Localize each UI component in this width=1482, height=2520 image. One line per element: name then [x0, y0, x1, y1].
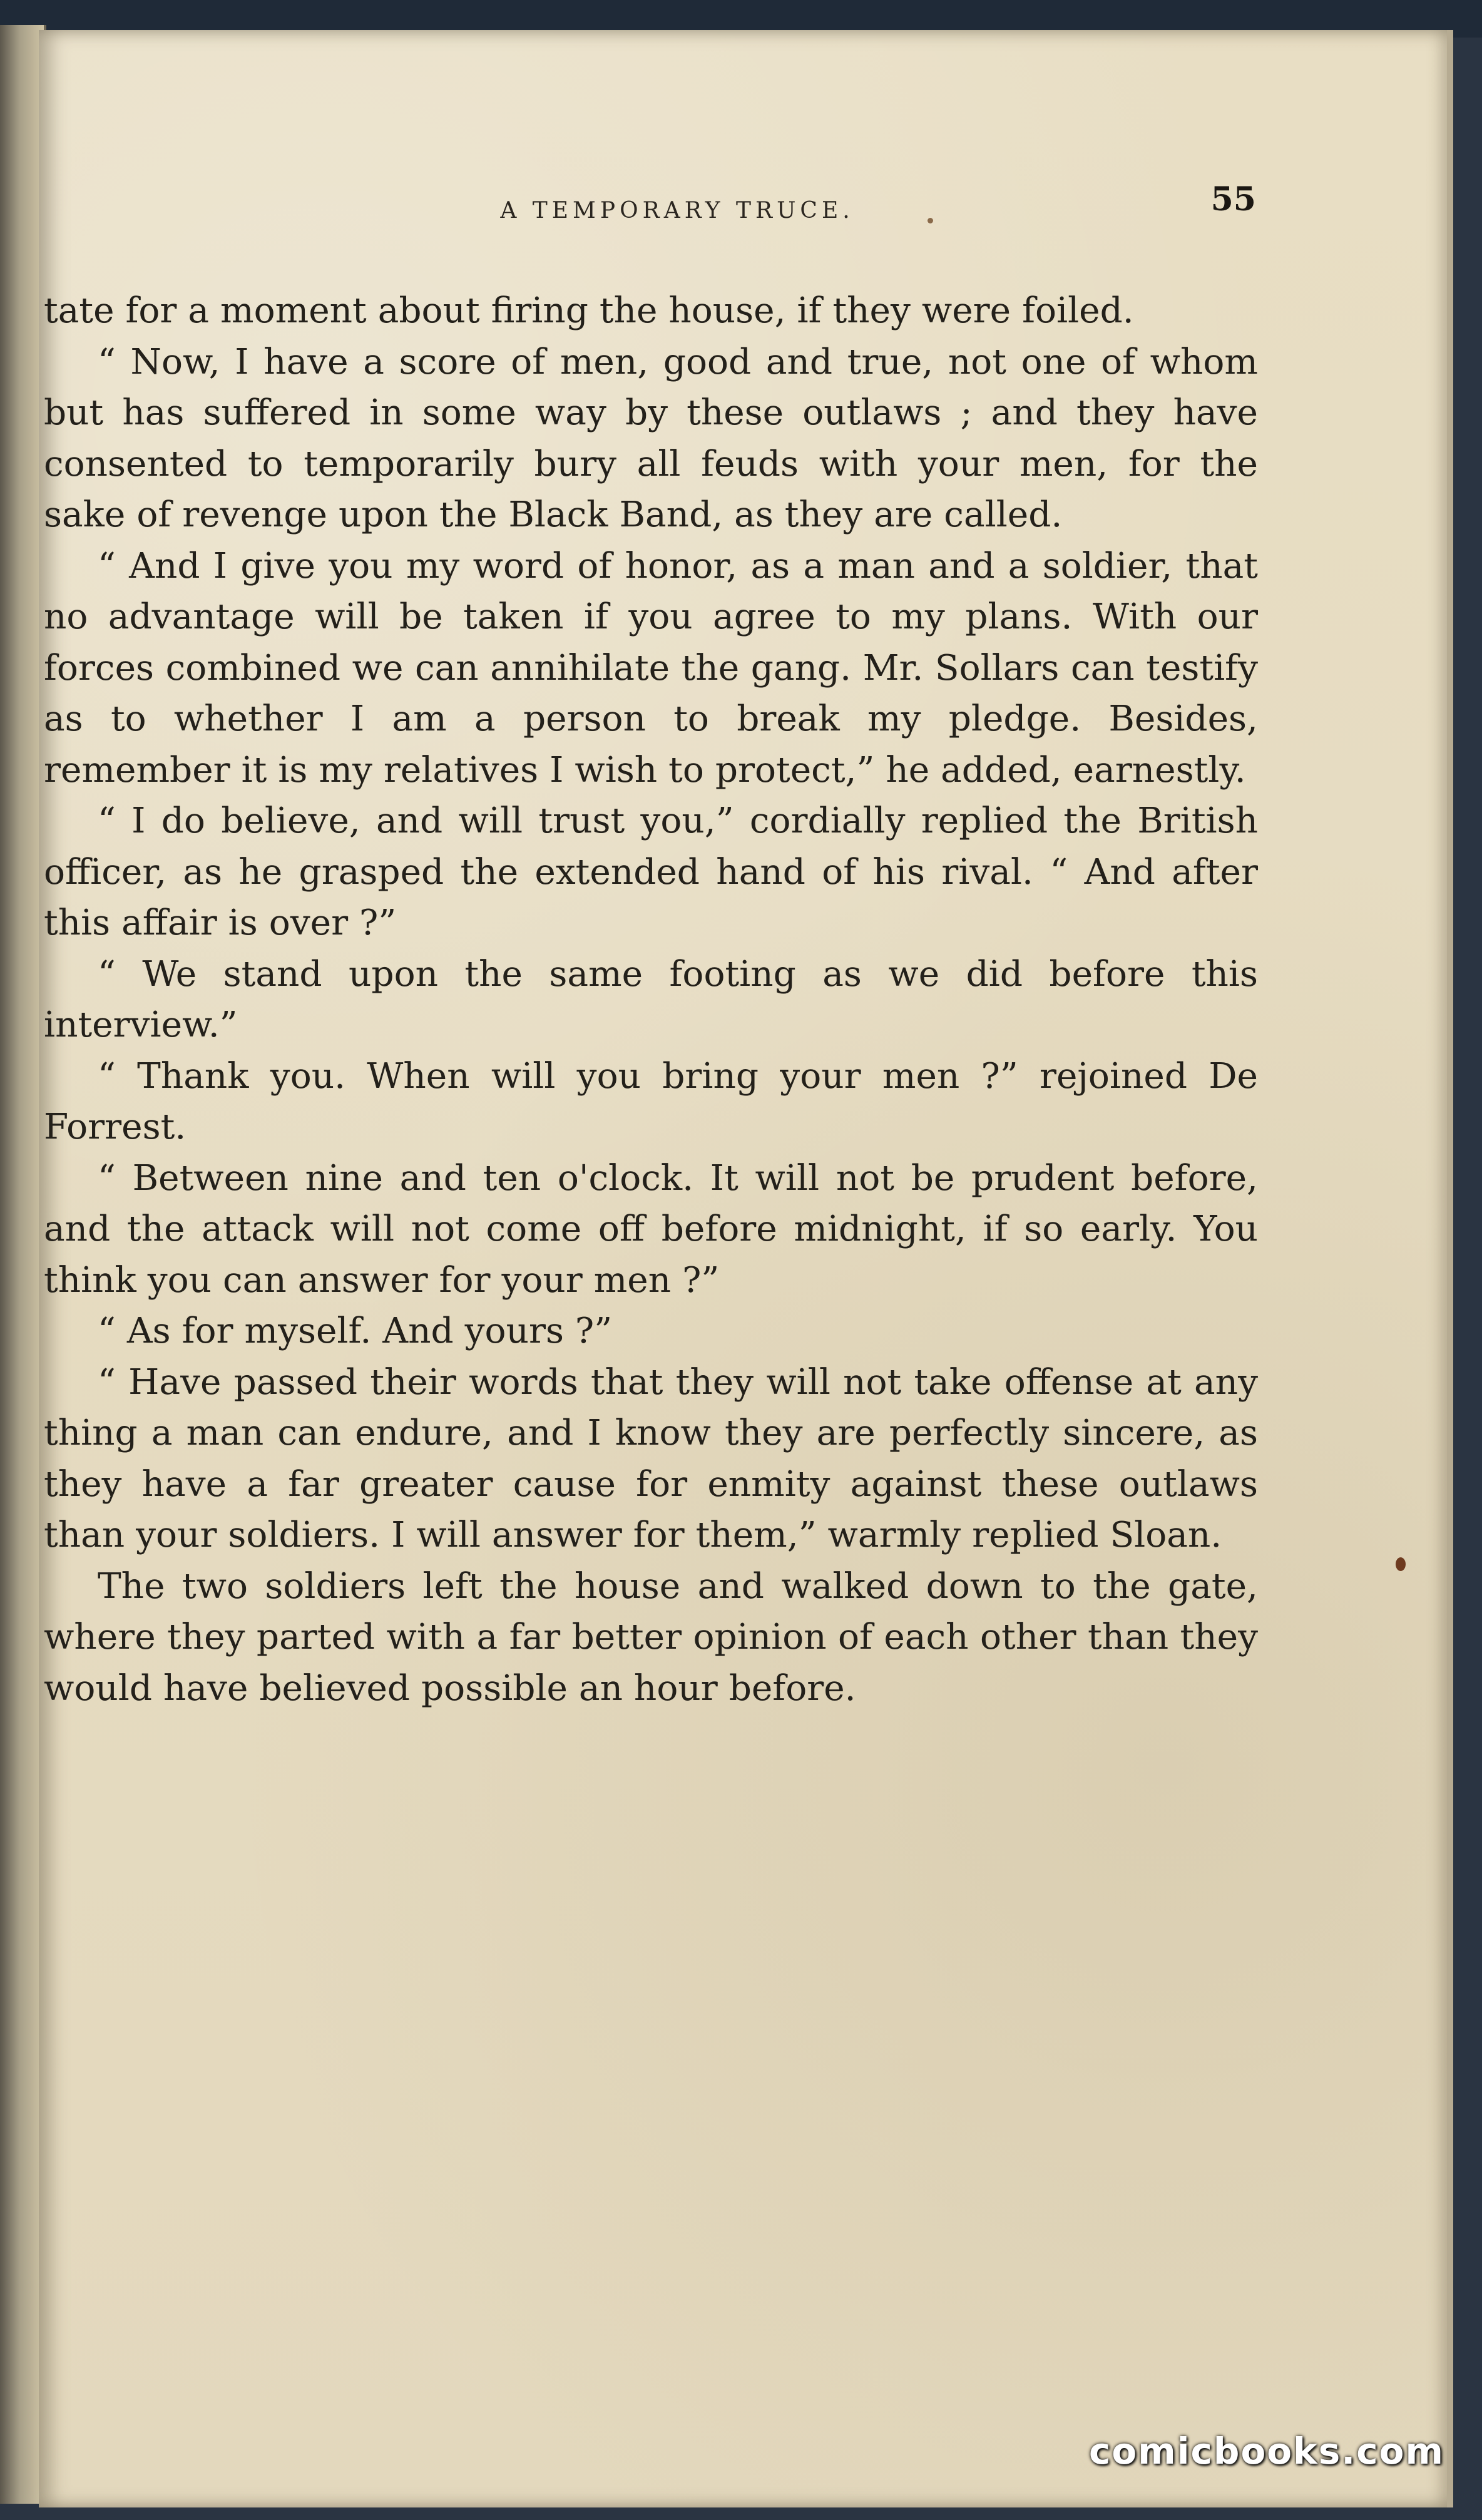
watermark: comicbooks.com [1089, 2430, 1444, 2472]
paragraph: tate for a moment about firing the house, if they were foiled. [44, 290, 1134, 331]
paragraph: “ Now, I have a score of men, good and true, not one of whom but has suffered in some way by these outlaws ; and they have consented to temporarily bury all feuds with your men, for the sake of revenge upon the Black Band, as they are called. [44, 341, 1258, 535]
page-header [39, 166, 1447, 235]
page-body [44, 285, 1258, 1714]
paragraph: “ Between nine and ten o'clock. It will not be prudent before, and the attack will not come off before midnight, if so early. You think you can answer for your men ?” [44, 1157, 1258, 1301]
paragraph: “ And I give you my word of honor, as a man and a soldier, that no advantage will be taken if you agree to my plans. With our forces combined we can annihilate the gang. Mr. Sollars can testify as to whether I am a person to break my pledge. Besides, remember it is my relatives I wish to protect,” he added, earnestly. [44, 545, 1258, 791]
book-page [39, 30, 1453, 2507]
paragraph: The two soldiers left the house and walked down to the gate, where they parted with a far better opinion of each other than they would have believed possible an hour before. [44, 1565, 1258, 1709]
paragraph: “ I do believe, and will trust you,” cordially replied the British officer, as he grasped the extended hand of his rival. “ And after this affair is over ?” [44, 801, 1258, 943]
page-number: 55 [1210, 180, 1256, 218]
foxing-spot [1396, 1557, 1406, 1571]
paragraph: “ We stand upon the same footing as we did before this interview.” [44, 953, 1258, 1045]
foxing-spot [928, 218, 933, 223]
paragraph: “ Have passed their words that they will not take offense at any thing a man can endure, and I know they are perfectly sincere, as they have a far greater cause for enmity against these outlaws than your soldiers. I will answer for them,” warmly replied Sloan. [44, 1361, 1258, 1555]
paragraph: “ As for myself. And yours ?” [98, 1311, 613, 1351]
running-head: A TEMPORARY TRUCE. [500, 198, 854, 223]
paragraph: “ Thank you. When will you bring your men ?” rejoined De Forrest. [44, 1055, 1258, 1147]
